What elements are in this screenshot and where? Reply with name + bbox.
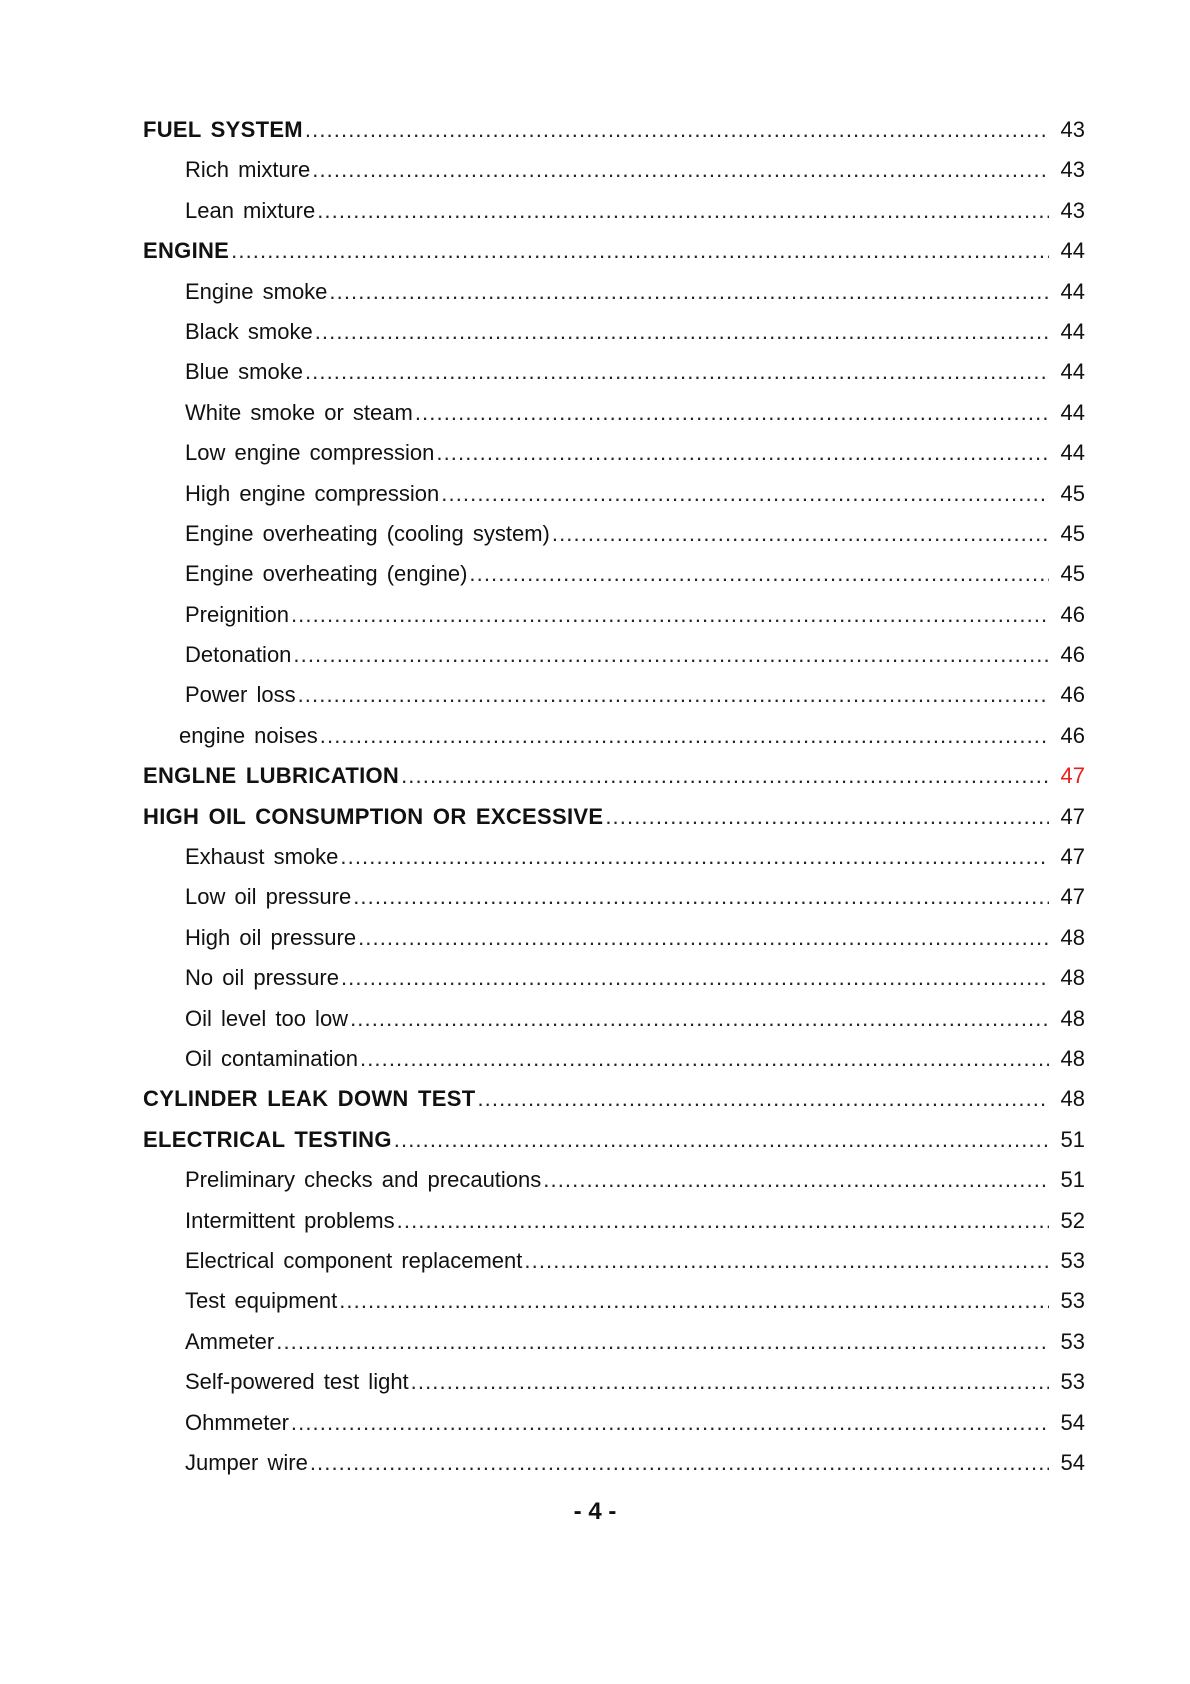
toc-entry-title: ENGLNE LUBRICATION [143, 763, 400, 789]
toc-entry-page: 53 [1060, 1288, 1085, 1314]
toc-entry-title: Black smoke [185, 318, 313, 344]
toc-entry[interactable] [143, 1288, 1085, 1328]
toc-entry[interactable] [143, 1369, 1085, 1409]
toc-dot-leader [291, 1410, 1049, 1436]
toc-entry-title: Engine overheating (cooling system) [185, 520, 550, 546]
toc-dot-leader [315, 319, 1049, 345]
toc-dot-leader [293, 642, 1049, 668]
toc-entry-title: Detonation [185, 642, 292, 668]
toc-dot-leader [305, 117, 1049, 143]
toc-entry-page: 53 [1060, 1247, 1085, 1273]
toc-dot-leader [397, 1208, 1049, 1234]
toc-dot-leader [291, 602, 1049, 628]
toc-dot-leader [298, 682, 1049, 708]
toc-entry-title: Ohmmeter [185, 1409, 289, 1435]
page-number: - 4 - [573, 1498, 617, 1525]
toc-entry-title: FUEL SYSTEM [143, 117, 303, 142]
toc-entry[interactable] [143, 117, 1085, 157]
toc-entry-page: 46 [1060, 601, 1085, 627]
toc-dot-leader [401, 763, 1049, 789]
toc-entry-page: 47 [1060, 763, 1085, 789]
toc-entry-title: Electrical component replacement [185, 1247, 523, 1273]
toc-entry-title: ENGINE [143, 238, 230, 264]
toc-entry[interactable] [143, 804, 1085, 844]
toc-entry-title: Blue smoke [185, 359, 303, 385]
toc-entry-page: 44 [1060, 440, 1085, 466]
toc-entry-page: 51 [1060, 1126, 1085, 1152]
toc-dot-leader [329, 279, 1049, 305]
toc-entry-page: 48 [1060, 965, 1085, 991]
toc-entry[interactable] [143, 359, 1085, 399]
toc-dot-leader [310, 1450, 1049, 1476]
toc-entry-title: Jumper wire [185, 1449, 308, 1475]
toc-entry-page: 45 [1060, 480, 1085, 506]
toc-entry[interactable] [143, 1086, 1085, 1126]
toc-dot-leader [436, 440, 1049, 466]
toc-dot-leader [411, 1369, 1049, 1395]
toc-entry[interactable] [143, 1248, 1085, 1288]
toc-entry[interactable] [143, 400, 1085, 440]
toc-entry-title: Oil contamination [185, 1045, 358, 1071]
toc-entry[interactable] [143, 481, 1085, 521]
toc-entry-title: ELECTRICAL TESTING [143, 1126, 392, 1152]
toc-entry-page: 48 [1060, 1086, 1085, 1112]
toc-dot-leader [415, 400, 1049, 426]
toc-entry-title: CYLINDER LEAK DOWN TEST [143, 1086, 476, 1112]
toc-entry-page: 46 [1060, 682, 1085, 708]
toc-entry-title: Lean mixture [185, 197, 316, 223]
toc-entry-page: 44 [1060, 238, 1085, 264]
toc-entry[interactable] [143, 1329, 1085, 1369]
toc-entry[interactable] [143, 1167, 1085, 1207]
toc-entry-title: Engine overheating (engine) [185, 561, 468, 587]
toc-dot-leader [339, 1288, 1049, 1314]
toc-dot-leader [340, 844, 1049, 870]
toc-entry[interactable] [143, 763, 1085, 803]
toc-dot-leader [320, 723, 1049, 749]
toc-dot-leader [312, 157, 1049, 183]
toc-entry[interactable] [143, 521, 1085, 561]
toc-entry-title: Preliminary checks and precautions [185, 1167, 542, 1193]
toc-entry-title: Preignition [185, 601, 289, 627]
toc-dot-leader [394, 1127, 1049, 1153]
toc-entry-page: 43 [1060, 157, 1085, 183]
toc-entry-page: 46 [1060, 722, 1085, 748]
toc-entry-title: Ammeter [185, 1328, 275, 1354]
toc-dot-leader [552, 521, 1049, 547]
toc-dot-leader [358, 925, 1049, 951]
toc-dot-leader [524, 1248, 1049, 1274]
toc-entry[interactable] [143, 1127, 1085, 1167]
toc-dot-leader [341, 965, 1049, 991]
toc-dot-leader [317, 198, 1049, 224]
toc-entry-page: 48 [1060, 1045, 1085, 1071]
toc-entry-page: 43 [1060, 117, 1085, 142]
toc-dot-leader [543, 1167, 1049, 1193]
toc-entry-title: Engine smoke [185, 278, 328, 304]
toc-dot-leader [469, 561, 1049, 587]
toc-entry-page: 44 [1060, 278, 1085, 304]
toc-dot-leader [350, 1006, 1049, 1032]
toc-entry-page: 51 [1060, 1167, 1085, 1193]
toc-entry-page: 53 [1060, 1328, 1085, 1354]
toc-entry-title: HIGH OIL CONSUMPTION OR EXCESSIVE [143, 803, 604, 829]
toc-entry[interactable] [143, 319, 1085, 359]
toc-entry-title: Self-powered test light [185, 1369, 409, 1395]
toc-entry-page: 44 [1060, 399, 1085, 425]
toc-entry-page: 52 [1060, 1207, 1085, 1233]
toc-entry[interactable] [143, 1006, 1085, 1046]
toc-entry[interactable] [143, 1208, 1085, 1248]
toc-dot-leader [231, 238, 1049, 264]
toc-entry-page: 45 [1060, 561, 1085, 587]
toc-entry-title: Low engine compression [185, 440, 435, 466]
toc-dot-leader [477, 1086, 1049, 1112]
toc-entry-page: 47 [1060, 844, 1085, 870]
toc-entry-page: 45 [1060, 520, 1085, 546]
toc-entry[interactable] [143, 279, 1085, 319]
toc-entry[interactable] [143, 844, 1085, 884]
toc-entry-page: 47 [1060, 803, 1085, 829]
toc-entry[interactable] [143, 440, 1085, 480]
toc-entry[interactable] [143, 157, 1085, 197]
toc-entry-title: Low oil pressure [185, 884, 352, 910]
toc-entry[interactable] [143, 925, 1085, 965]
toc-entry[interactable] [143, 723, 1085, 763]
toc-dot-leader [605, 804, 1049, 830]
toc-entry[interactable] [143, 965, 1085, 1005]
toc-entry-title: Oil level too low [185, 1005, 349, 1031]
toc-entry[interactable] [143, 602, 1085, 642]
toc-entry-title: Power loss [185, 682, 296, 708]
toc-entry-title: Test equipment [185, 1288, 338, 1314]
toc-entry-page: 54 [1060, 1409, 1085, 1435]
toc-entry-page: 48 [1060, 1005, 1085, 1031]
table-of-contents [143, 117, 1085, 1490]
toc-entry-title: No oil pressure [185, 965, 339, 991]
toc-entry-page: 43 [1060, 197, 1085, 223]
toc-entry-title: engine noises [179, 722, 318, 748]
toc-entry-title: High oil pressure [185, 924, 357, 950]
toc-dot-leader [353, 884, 1049, 910]
toc-entry-page: 46 [1060, 642, 1085, 668]
toc-dot-leader [360, 1046, 1049, 1072]
toc-dot-leader [441, 481, 1049, 507]
toc-entry-title: Exhaust smoke [185, 844, 339, 870]
toc-entry-page: 53 [1060, 1369, 1085, 1395]
toc-entry[interactable] [143, 1450, 1085, 1490]
toc-entry-title: White smoke or steam [185, 399, 413, 425]
toc-entry-page: 44 [1060, 318, 1085, 344]
toc-entry-page: 48 [1060, 924, 1085, 950]
toc-entry[interactable] [143, 642, 1085, 682]
toc-entry[interactable] [143, 884, 1085, 924]
toc-entry[interactable] [143, 1046, 1085, 1086]
toc-entry[interactable] [143, 561, 1085, 601]
toc-entry[interactable] [143, 238, 1085, 278]
toc-entry[interactable] [143, 682, 1085, 722]
toc-dot-leader [276, 1329, 1049, 1355]
toc-entry-page: 47 [1060, 884, 1085, 910]
toc-dot-leader [305, 359, 1049, 385]
toc-entry-title: High engine compression [185, 480, 440, 506]
toc-entry-title: Intermittent problems [185, 1207, 395, 1233]
toc-entry-title: Rich mixture [185, 157, 311, 183]
toc-entry[interactable] [143, 1410, 1085, 1450]
toc-entry-page: 54 [1060, 1449, 1085, 1475]
toc-entry-page: 44 [1060, 359, 1085, 385]
toc-entry[interactable] [143, 198, 1085, 238]
